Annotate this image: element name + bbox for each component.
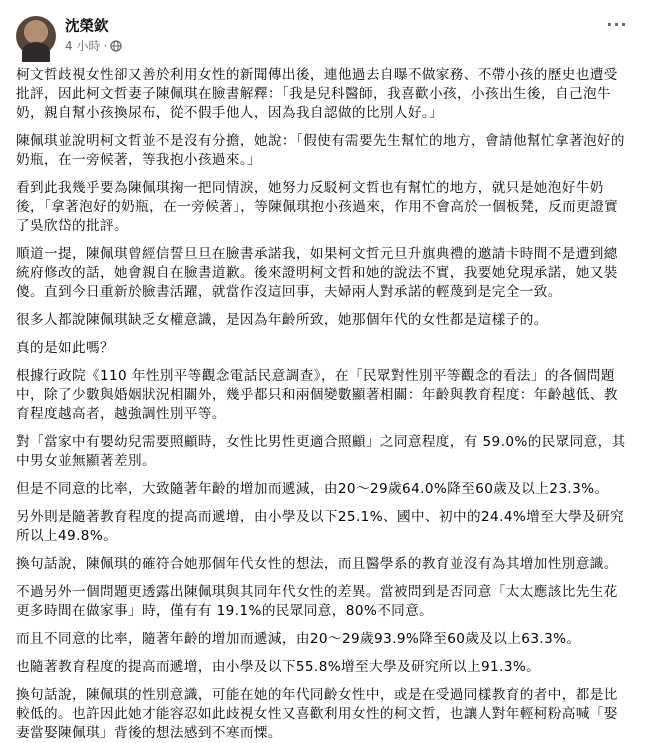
post-paragraph: 而且不同意的比率，隨著年齡的增加而遞減，由20～29歲93.9%降至60歲及以上63.3%。 xyxy=(16,631,581,647)
post-paragraph: 根據行政院《110 年性別平等觀念電話民意調查》，在「民眾對性別平等觀念的看法」的各個問題中，除了少數與婚姻狀況相關外，幾乎都只和兩個變數顯著相關：年齡與教育程度：年齡越低、教育程度越高者，越強調性別平等。 xyxy=(16,368,618,422)
post-paragraph: 對「當家中有嬰幼兒需要照顧時，女性比男性更適合照顧」之同意程度，有 59.0%的民眾同意，其中男女並無顯著差別。 xyxy=(16,434,626,469)
avatar[interactable] xyxy=(16,16,56,56)
post-paragraph: 看到此我幾乎要為陳佩琪掬一把同情淚，她努力反駁柯文哲也有幫忙的地方，就只是她泡好牛奶後，「拿著泡好的奶瓶，在一旁候著」，等陳佩琪抱小孩過來，作用不會高於一個板凳，反而更證實了吳欣岱的批評。 xyxy=(16,180,619,234)
post-meta xyxy=(65,18,122,54)
post-header xyxy=(16,0,631,66)
globe-icon xyxy=(110,40,122,52)
post-paragraph: 換句話說，陳佩琪的確符合她那個年代女性的想法，而且醫學系的教育並沒有為其增加性別意識。 xyxy=(16,556,618,572)
post-paragraph: 但是不同意的比率，大致隨著年齡的增加而遞減，由20～29歲64.0%降至60歲及以上23.3%。 xyxy=(16,481,609,497)
post-content xyxy=(16,66,631,743)
post-paragraph: 不過另外一個問題更透露出陳佩琪與其同年代女性的差異。當被問到是否同意「太太應該比先生花更多時間在做家事」時，僅有有 19.1%的民眾同意，80%不同意。 xyxy=(16,584,618,619)
separator-dot: · xyxy=(103,39,108,53)
post-time[interactable]: 4 小時 xyxy=(65,39,101,53)
post-paragraph: 很多人都說陳佩琪缺乏女權意識，是因為年齡所致，她那個年代的女性都是這樣子的。 xyxy=(16,312,548,328)
post-paragraph: 另外則是隨著教育程度的提高而遞增，由小學及以下25.1%、國中、初中的24.4%增至大學及研究所以上49.8%。 xyxy=(16,509,625,544)
post-paragraph: 真的是如此嗎？ xyxy=(16,340,114,356)
ellipsis-icon[interactable]: ··· xyxy=(606,15,628,34)
post-paragraph: 柯文哲歧視女性卻又善於利用女性的新聞傳出後，連他過去自曝不做家務、不帶小孩的歷史也遭受批評，因此柯文哲妻子陳佩琪在臉書解釋：「我是兒科醫師，我喜歡小孩，小孩出生後，自己泡牛奶，親自幫小孩換尿布，從不假手他人，因為我自認做的比別人好。」 xyxy=(16,67,618,121)
post-subline xyxy=(65,38,122,54)
post-paragraph: 換句話說，陳佩琪的性別意識，可能在她的年代同齡女性中，或是在受過同樣教育的者中，都是比較低的。也許因此她才能容忍如此歧視女性又喜歡利用女性的柯文哲，也讓人對年輕柯粉高喊「娶妻當娶陳佩琪」背後的想法感到不寒而慄。 xyxy=(16,687,618,741)
post-paragraph: 順道一提，陳佩琪曾經信誓旦旦在臉書承諾我，如果柯文哲元旦升旗典禮的邀請卡時間不是遭到總統府修改的話，她會親自在臉書道歉。後來證明柯文哲和她的說法不實，我要她兌現承諾，她又裝傻。直到今日重新於臉書活躍，就當作沒這回事，夫婦兩人對承諾的輕蔑到是完全一致。 xyxy=(16,246,618,300)
post-paragraph: 也隨著教育程度的提高而遞增，由小學及以下55.8%增至大學及研究所以上91.3%。 xyxy=(16,659,541,675)
post-paragraph: 陳佩琪並說明柯文哲並不是沒有分擔，她說：「假使有需要先生幫忙的地方，會請他幫忙拿著泡好的奶瓶，在一旁候著，等我抱小孩過來。」 xyxy=(16,133,625,168)
author-name[interactable]: 沈榮欽 xyxy=(65,19,109,35)
